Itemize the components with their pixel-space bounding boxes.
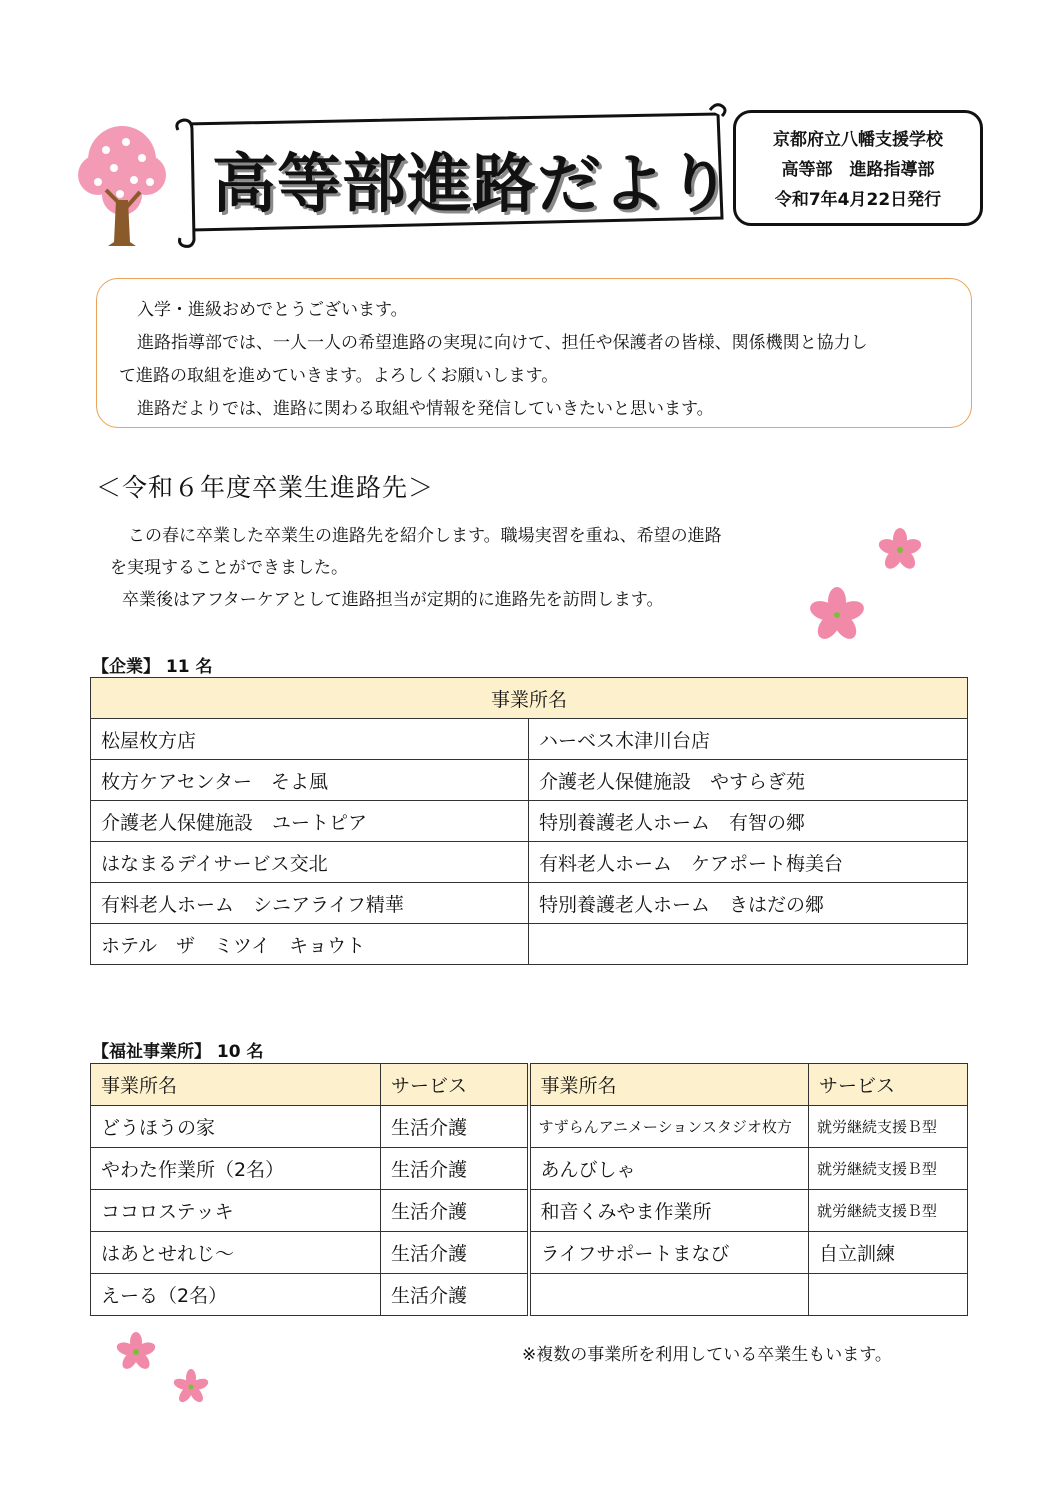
table-cell: 枚方ケアセンター そよ風 [91,760,529,801]
blossom-icon [876,526,924,574]
table-cell: 特別養護老人ホーム 有智の郷 [529,801,968,842]
table-cell: 有料老人ホーム ケアポート梅美台 [529,842,968,883]
section-description [110,520,810,616]
table-cell: 特別養護老人ホーム きはだの郷 [529,883,968,924]
section-line: 卒業後はアフターケアとして進路担当が定期的に進路先を訪問します。 [122,590,664,610]
table-cell: ライフサポートまなび [529,1232,809,1274]
table-cell: 和音くみやま作業所 [529,1190,809,1232]
table-row [91,1274,968,1316]
welfare-label: 【福祉事業所】 10 名 [92,1042,264,1062]
companies-header: 事業所名 [91,678,968,719]
table-cell: 生活介護 [381,1190,529,1232]
table-cell: えーる（2名） [91,1274,381,1316]
welfare-header-name: 事業所名 [529,1064,809,1106]
intro-message-box [96,278,972,428]
intro-line: 入学・進級おめでとうございます。 [137,300,408,320]
table-cell: 有料老人ホーム シニアライフ精華 [91,883,529,924]
welfare-header-name: 事業所名 [91,1064,381,1106]
table-cell: 生活介護 [381,1106,529,1148]
blossom-icon [172,1368,210,1406]
blossom-icon [114,1330,158,1374]
table-cell: ハーベス木津川台店 [529,719,968,760]
companies-table [90,677,968,965]
table-row [91,883,968,924]
blossom-icon [806,584,868,646]
newsletter-title: 高等部進路だより [212,148,732,222]
table-cell [809,1274,968,1316]
table-cell [529,1274,809,1316]
table-row [91,924,968,965]
table-cell: 生活介護 [381,1274,529,1316]
table-cell: はなまるデイサービス交北 [91,842,529,883]
table-cell: ホテル ザ ミツイ キョウト [91,924,529,965]
footnote: ※複数の事業所を利用している卒業生もいます。 [522,1345,892,1365]
intro-line: 進路指導部では、一人一人の希望進路の実現に向けて、担任や保護者の皆様、関係機関と協力し [137,333,868,353]
welfare-header-service: サービス [809,1064,968,1106]
table-row [91,801,968,842]
table-cell: 介護老人保健施設 ユートピア [91,801,529,842]
table-cell: 松屋枚方店 [91,719,529,760]
table-cell: 自立訓練 [809,1232,968,1274]
table-cell: すずらんアニメーションスタジオ枚方 [529,1106,809,1148]
intro-line: て進路の取組を進めていきます。よろしくお願いします。 [119,366,559,386]
table-row [91,1148,968,1190]
table-cell: 就労継続支援Ｂ型 [809,1106,968,1148]
table-cell: あんびしゃ [529,1148,809,1190]
intro-line: 進路だよりでは、進路に関わる取組や情報を発信していきたいと思います。 [137,399,714,419]
table-row [91,842,968,883]
table-cell: 生活介護 [381,1148,529,1190]
table-row [91,760,968,801]
companies-label: 【企業】 11 名 [92,657,213,677]
table-cell: どうほうの家 [91,1106,381,1148]
issue-date: 令和7年4月22日発行 [774,190,942,210]
welfare-table [90,1063,968,1316]
table-row [91,1190,968,1232]
table-cell: 就労継続支援Ｂ型 [809,1148,968,1190]
section-line: この春に卒業した卒業生の進路先を紹介します。職場実習を重ね、希望の進路 [128,526,722,546]
school-name: 京都府立八幡支援学校 [773,130,943,150]
cherry-tree-illustration [76,120,172,250]
school-info-box [733,110,983,226]
table-cell: 介護老人保健施設 やすらぎ苑 [529,760,968,801]
table-cell: やわた作業所（2名） [91,1148,381,1190]
table-cell: 生活介護 [381,1232,529,1274]
section-line: を実現することができました。 [110,558,348,578]
table-cell: はあとせれじ～ [91,1232,381,1274]
table-row [91,1106,968,1148]
table-cell [529,924,968,965]
table-row [91,1232,968,1274]
table-cell: ココロステッキ [91,1190,381,1232]
table-cell: 就労継続支援Ｂ型 [809,1190,968,1232]
welfare-header-service: サービス [381,1064,529,1106]
table-row [91,719,968,760]
section-heading: ＜令和６年度卒業生進路先＞ [96,473,435,502]
department-name: 高等部 進路指導部 [781,160,935,180]
